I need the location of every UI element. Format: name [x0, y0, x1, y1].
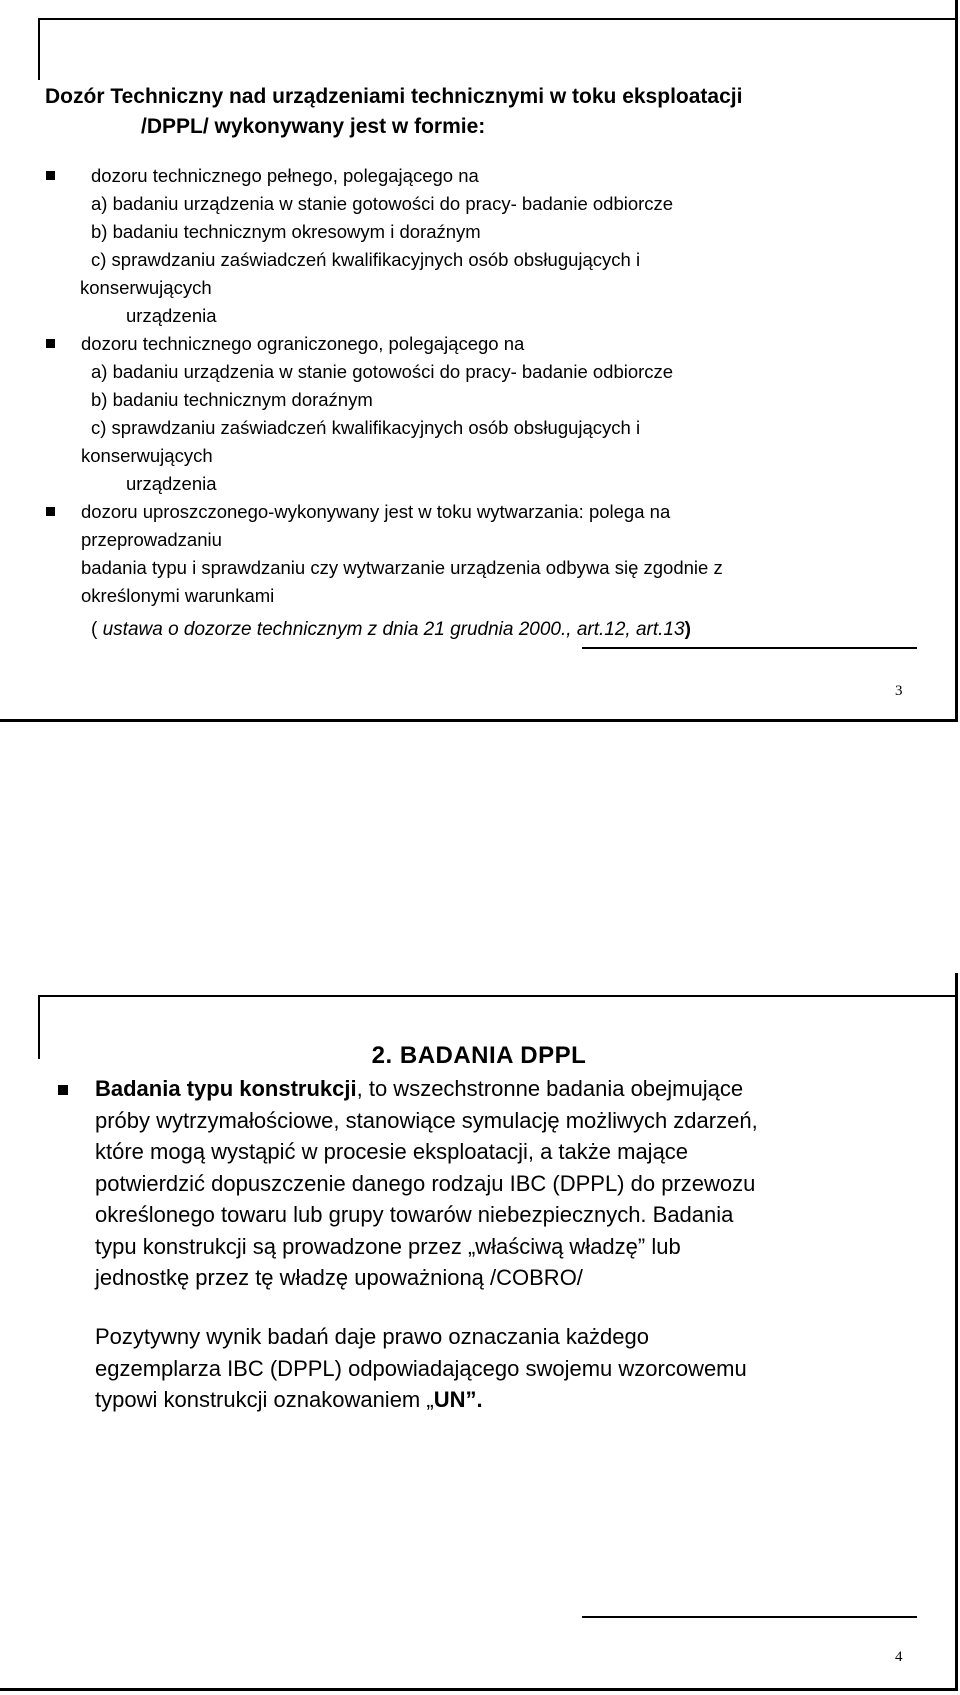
- square-bullet-icon: [46, 171, 55, 180]
- item-line: określonymi warunkami: [81, 585, 275, 606]
- item-line: badania typu i sprawdzaniu czy wytwarzanie urządzenia odbywa się zgodnie z: [81, 557, 723, 578]
- square-bullet-icon: [46, 507, 55, 516]
- paragraph-line: egzemplarza IBC (DPPL) odpowiadającego swojemu wzorcowemu: [95, 1355, 747, 1381]
- item-line: konserwujących: [81, 445, 213, 466]
- slide-body: [45, 162, 925, 644]
- un-mark: UN: [433, 1387, 466, 1412]
- item-line: konserwujących: [80, 277, 212, 298]
- item-line: b) badaniu technicznym okresowym i doraźnym: [91, 221, 481, 242]
- slide-title: [45, 82, 925, 142]
- note-open-paren: (: [91, 619, 103, 640]
- item-line: urządzenia: [126, 305, 217, 326]
- item-line: a) badaniu urządzenia w stanie gotowości do pracy- badanie odbiorcze: [91, 193, 674, 214]
- list-item: [45, 498, 925, 644]
- page-number: 3: [895, 683, 903, 699]
- line-text: typowi konstrukcji oznakowaniem „: [95, 1387, 434, 1412]
- note-close-paren: ): [684, 619, 691, 640]
- slide-corner-vertical: [38, 18, 40, 80]
- paragraph-line: [95, 1384, 928, 1416]
- note-text: ustawa o dozorze technicznym z dnia 21 grudnia 2000., art.12, art.13: [102, 619, 685, 640]
- slide-4: [0, 973, 958, 1691]
- slide-corner-horizontal: [38, 995, 958, 997]
- paragraph-type-tests: [58, 1073, 928, 1294]
- bold-term: Badania typu konstrukcji: [95, 1076, 357, 1101]
- item-line: c) sprawdzaniu zaświadczeń kwalifikacyjnych osób obsługujących i: [91, 249, 641, 270]
- paragraph-line: [95, 1073, 928, 1105]
- footer-rule: [582, 1616, 917, 1618]
- list-item: [45, 330, 925, 498]
- item-line: c) sprawdzaniu zaświadczeń kwalifikacyjnych osób obsługujących i: [91, 417, 641, 438]
- paragraph-line: typu konstrukcji są prowadzone przez „właściwą władzę” lub: [95, 1233, 681, 1259]
- paragraph-line: określonego towaru lub grupy towarów niebezpiecznych. Badania: [95, 1202, 734, 1227]
- title-line-2: /DPPL/ wykonywany jest w formie:: [141, 115, 486, 138]
- item-heading: dozoru technicznego pełnego, polegającego na: [91, 165, 479, 186]
- item-line: b) badaniu technicznym doraźnym: [91, 389, 373, 410]
- square-bullet-icon: [58, 1085, 68, 1095]
- slide-3: [0, 0, 958, 722]
- paragraph-line: jednostkę przez tę władzę upoważnioną /COBRO/: [95, 1265, 583, 1290]
- slide-title: 2. BADANIA DPPL: [371, 1042, 587, 1069]
- item-heading: dozoru uproszczonego-wykonywany jest w toku wytwarzania: polega na: [81, 501, 671, 522]
- line-text: , to wszechstronne badania obejmujące: [356, 1076, 744, 1101]
- paragraph-un-marking: [95, 1321, 928, 1416]
- page-number: 4: [895, 1649, 903, 1665]
- item-line: a) badaniu urządzenia w stanie gotowości do pracy- badanie odbiorcze: [91, 361, 674, 382]
- line-suffix: ”.: [465, 1387, 483, 1412]
- item-line: przeprowadzaniu: [81, 529, 222, 550]
- legal-reference: [81, 616, 925, 644]
- paragraph-line: próby wytrzymałościowe, stanowiące symulację możliwych zdarzeń,: [95, 1107, 758, 1133]
- list-item: [45, 162, 925, 330]
- slide-corner-horizontal: [38, 18, 958, 20]
- title-line-1: Dozór Techniczny nad urządzeniami technicznymi w toku eksploatacji: [45, 85, 743, 108]
- footer-rule: [582, 647, 917, 649]
- item-line: urządzenia: [126, 473, 217, 494]
- item-heading: dozoru technicznego ograniczonego, polegającego na: [81, 333, 525, 354]
- paragraph-line: które mogą wystąpić w procesie eksploatacji, a także mające: [95, 1139, 689, 1164]
- paragraph-line: potwierdzić dopuszczenie danego rodzaju IBC (DPPL) do przewozu: [95, 1170, 756, 1196]
- square-bullet-icon: [46, 339, 55, 348]
- paragraph-line: Pozytywny wynik badań daje prawo oznaczania każdego: [95, 1324, 649, 1349]
